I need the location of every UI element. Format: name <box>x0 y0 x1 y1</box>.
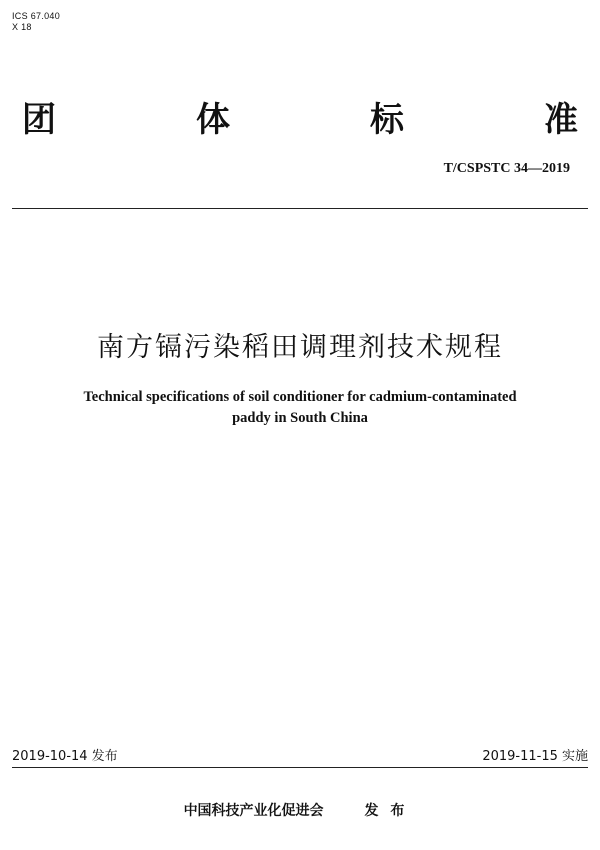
title-en-line-2: paddy in South China <box>232 410 368 426</box>
standard-type-char: 准 <box>544 100 578 140</box>
title-en-line-1: Technical specifications of soil conditioner for cadmium-contaminated <box>83 389 517 405</box>
classification-codes <box>12 11 60 33</box>
publisher-name: 中国科技产业化促进会 <box>183 803 324 819</box>
implement-date: 2019-11-15 实施 <box>482 749 588 764</box>
standard-type-char: 标 <box>370 100 404 140</box>
standard-type-heading <box>22 98 578 142</box>
standard-type-char: 团 <box>22 100 56 140</box>
document-title-en <box>0 387 600 429</box>
document-title-cn: 南方镉污染稻田调理剂技术规程 <box>97 332 503 363</box>
bottom-divider <box>12 767 588 768</box>
standard-type-char: 体 <box>196 100 230 140</box>
publisher-line <box>0 800 600 820</box>
top-divider <box>12 208 588 209</box>
ics-code: ICS 67.040 <box>12 11 61 21</box>
ccs-code: X 18 <box>12 22 32 32</box>
publisher-verb: 发布 <box>364 803 417 819</box>
publish-date: 2019-10-14 发布 <box>12 749 118 764</box>
standard-number: T/CSPSTC 34—2019 <box>443 161 570 176</box>
